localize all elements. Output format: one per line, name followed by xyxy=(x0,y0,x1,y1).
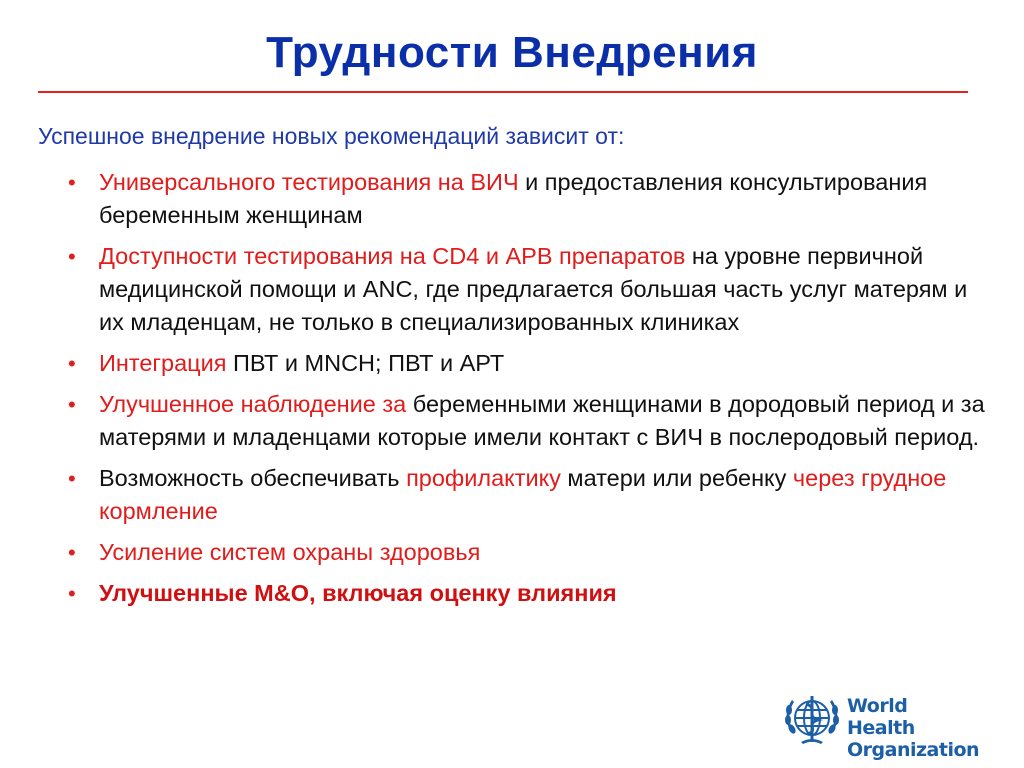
item-text: и предоставления консультирования беременным женщинам xyxy=(99,169,928,228)
intro-text: Успешное внедрение новых рекомендаций зависит от: xyxy=(38,123,625,149)
item-text: беременными женщинами в дородовый период и за матерями и младенцами которые имели контакт с ВИЧ в послеродовый период. xyxy=(99,391,985,450)
who-wordmark xyxy=(847,695,979,761)
list-item xyxy=(0,577,1010,610)
list-item xyxy=(0,240,1010,339)
bullet-icon: • xyxy=(68,170,76,195)
who-line-1: World Health xyxy=(847,695,915,739)
list-item xyxy=(0,388,1010,454)
who-emblem-icon xyxy=(781,688,843,750)
item-highlight: Улучшенное наблюдение за xyxy=(99,391,407,417)
item-highlight: Универсального тестирования на ВИЧ xyxy=(99,169,519,195)
who-logo xyxy=(781,688,980,761)
item-text: ПВТ и MNCH; ПВТ и АРТ xyxy=(226,350,505,376)
bullet-icon: • xyxy=(68,351,76,376)
list-item xyxy=(0,166,1010,232)
list-item xyxy=(0,347,1010,380)
item-highlight: Усиление систем охраны здоровья xyxy=(99,539,481,565)
bullet-icon: • xyxy=(68,540,76,565)
bullet-list xyxy=(0,166,1010,618)
title-divider xyxy=(38,91,968,93)
who-line-2: Organization xyxy=(847,739,980,761)
item-highlight: Интеграция xyxy=(99,350,227,376)
bullet-icon: • xyxy=(68,244,76,269)
item-text: матери или ребенку xyxy=(560,465,793,491)
page-title: Трудности Внедрения xyxy=(266,28,758,77)
bullet-icon: • xyxy=(68,466,76,491)
item-text: Возможность обеспечивать xyxy=(99,465,407,491)
bullet-icon: • xyxy=(68,581,76,606)
bullet-icon: • xyxy=(68,392,76,417)
item-highlight: профилактику xyxy=(406,465,561,491)
item-highlight: Доступности тестирования на CD4 и АРВ препаратов xyxy=(99,243,686,269)
item-highlight: Улучшенные M&O, включая оценку влияния xyxy=(99,580,617,606)
list-item xyxy=(0,536,1010,569)
item-highlight: через грудное кормление xyxy=(99,465,947,524)
item-text: на уровне первичной медицинской помощи и ANC, где предлагается большая часть услуг матерям и их младенцам, не только в специализированных клиниках xyxy=(99,243,968,335)
list-item xyxy=(0,462,1010,528)
